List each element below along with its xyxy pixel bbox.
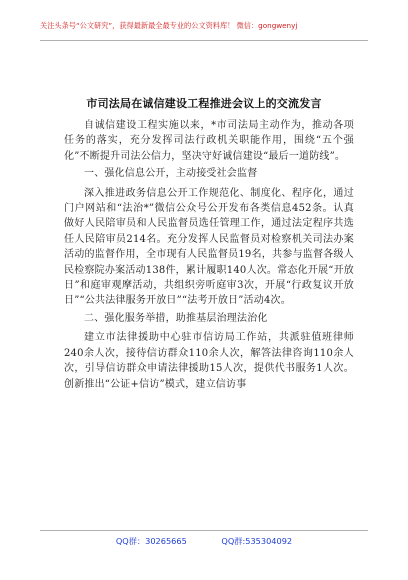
section-2-paragraph: 建立市法律援助中心驻市信访局工作站，共派驻值班律师240余人次，接待信访群众110余人次，解答法律咨询110余人次，引导信访群众申请法律援助15人次，提供代书服务1人次。创新推出“公证+信访”模式，建立信访事: [64, 332, 354, 390]
promo-banner: [40, 20, 370, 32]
intro-paragraph: 自诚信建设工程实施以来，*市司法局主动作为，推动各项任务的落实，充分发挥司法行政机关职能作用，围绕“五个强化”不断提升司法公信力，坚决守好诚信建设“最后一道防线”。: [64, 120, 354, 162]
footer-divider: [40, 530, 368, 531]
document-body: [64, 118, 354, 392]
document-title: 市司法局在诚信建设工程推进会议上的交流发言: [86, 97, 322, 110]
footer-qq-group-2: QQ群:535304092: [221, 536, 293, 546]
promo-banner-text: 关注头条号“公文研究”，获得最新最全最专业的公文资料库！ 微信：gongwenyj: [40, 21, 298, 30]
footer-qq-group-1: QQ群：30265665: [115, 536, 187, 546]
footer: [0, 535, 408, 547]
header-divider: [40, 40, 368, 41]
section-heading-1: 一、强化信息公开，主动接受社会监督: [84, 168, 258, 180]
section-heading-2: 二、强化服务举措，助推基层治理法治化: [84, 312, 268, 324]
section-1-paragraph: 深入推进政务信息公开工作规范化、制度化、程序化，通过门户网站和“法治*”微信公众号公开发布各类信息452条。认真做好人民陪审员和人民监督员选任管理工作，通过法定程序共选任人民陪审员214名。充分发挥人民监督员对检察机关司法办案活动的监督作用，全市现有人民监督员19名，共参与监督各级人民检察院办案活动138件，累计履职140人次。常态化开展“开放日”和庭审观摩活动，共组织旁听庭审3次，开展“行政复议开放日”“公共法律服务开放日”“法考开放日”活动4次。: [64, 187, 354, 307]
